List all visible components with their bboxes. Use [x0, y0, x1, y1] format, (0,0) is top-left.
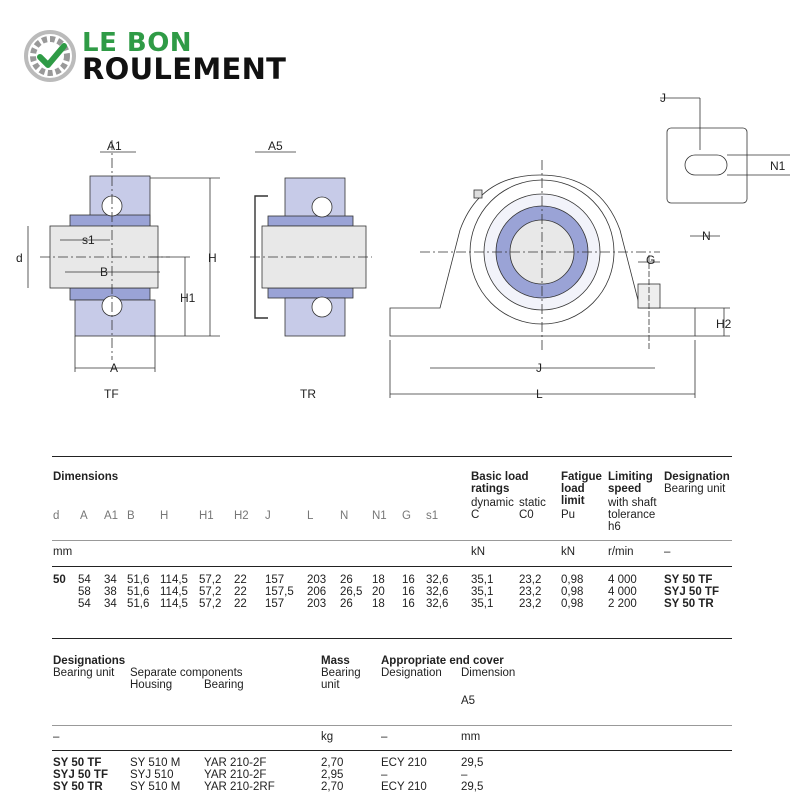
bearing-unit-label: Bearing unit	[53, 667, 115, 679]
cell-bearing: YAR 210-2RF	[204, 781, 275, 793]
cell-H1: 57,2	[199, 586, 222, 598]
cell-H: 114,5	[160, 574, 188, 586]
col-G: G	[402, 510, 411, 522]
designation-title: Designation	[664, 471, 730, 483]
cell-bearing: YAR 210-2F	[204, 769, 267, 781]
col-L: L	[307, 510, 314, 522]
cell-J: 157	[265, 598, 285, 610]
cell-H: 114,5	[160, 598, 188, 610]
cell-A1: 34	[104, 598, 117, 610]
label-L: L	[536, 387, 543, 401]
cell-Pu: 0,98	[561, 586, 584, 598]
designation-sub: Bearing unit	[664, 483, 726, 495]
cell-H2: 22	[234, 574, 247, 586]
cell-des: SY 50 TF	[664, 574, 713, 586]
cell-N1: 20	[372, 586, 385, 598]
cell-d: 50	[53, 574, 66, 586]
cell-cover: –	[381, 769, 388, 781]
col-J: J	[265, 510, 271, 522]
limiting-title: Limiting speed	[608, 471, 653, 495]
C0-label: C0	[519, 509, 534, 521]
cell-C: 35,1	[471, 574, 494, 586]
unit-dash-2: –	[381, 731, 388, 743]
label-N: N	[702, 229, 711, 243]
cell-H2: 22	[234, 586, 247, 598]
cell-unit: SY 50 TR	[53, 781, 103, 793]
label-TF: TF	[104, 387, 119, 401]
label-H: H	[208, 251, 217, 265]
cell-unit: SY 50 TF	[53, 757, 102, 769]
cell-B: 51,6	[127, 598, 150, 610]
label-A1: A1	[107, 139, 122, 153]
cell-B: 51,6	[127, 574, 150, 586]
label-A5: A5	[268, 139, 283, 153]
unit-kg: kg	[321, 731, 334, 743]
cell-L: 203	[307, 598, 327, 610]
cell-Pu: 0,98	[561, 574, 584, 586]
unit-dash-1: –	[53, 731, 60, 743]
cell-speed: 2 200	[608, 598, 637, 610]
col-N1: N1	[372, 510, 387, 522]
cell-N: 26	[340, 598, 353, 610]
cell-G: 16	[402, 598, 415, 610]
label-B: B	[100, 265, 109, 279]
separate-label: Separate components	[130, 667, 243, 679]
unit-dash: –	[664, 546, 671, 558]
cell-A: 54	[78, 598, 91, 610]
cell-L: 203	[307, 574, 327, 586]
label-H2: H2	[716, 317, 732, 331]
end-cover-title: Appropriate end cover	[381, 655, 504, 667]
col-H2: H2	[234, 510, 249, 522]
label-J: J	[536, 361, 542, 375]
label-d: d	[16, 251, 23, 265]
cell-A: 58	[78, 586, 91, 598]
mass-sub2: unit	[321, 679, 340, 691]
cell-G: 16	[402, 574, 415, 586]
unit-kN-1: kN	[471, 546, 486, 558]
label-N1: N1	[770, 159, 786, 173]
cell-mass: 2,70	[321, 781, 344, 793]
C-label: C	[471, 509, 480, 521]
cell-unit: SYJ 50 TF	[53, 769, 108, 781]
cell-speed: 4 000	[608, 574, 637, 586]
cell-A1: 38	[104, 586, 117, 598]
col-A1: A1	[104, 510, 119, 522]
dimension-label: Dimension	[461, 667, 516, 679]
col-d: d	[53, 510, 60, 522]
label-H1: H1	[180, 291, 196, 305]
tr-ball-top	[312, 197, 332, 217]
cell-N1: 18	[372, 574, 385, 586]
col-N: N	[340, 510, 349, 522]
tr-flange-bottom	[268, 288, 353, 298]
cell-L: 206	[307, 586, 327, 598]
logo-line1: LE BON	[82, 28, 193, 58]
designation-label: Designation	[381, 667, 442, 679]
cell-housing: SYJ 510	[130, 769, 174, 781]
tr-flange	[268, 216, 353, 226]
cell-J: 157	[265, 574, 285, 586]
cell-G: 16	[402, 586, 415, 598]
cell-B: 51,6	[127, 586, 150, 598]
fatigue-title: Fatigue load limit	[561, 471, 602, 507]
cell-C0: 23,2	[519, 586, 542, 598]
cell-C0: 23,2	[519, 598, 542, 610]
cell-Pu: 0,98	[561, 598, 584, 610]
cell-C0: 23,2	[519, 574, 542, 586]
dynamic-label: dynamic	[471, 497, 514, 509]
cell-des: SY 50 TR	[664, 598, 714, 610]
col-s1: s1	[426, 510, 439, 522]
logo-line2: ROULEMENT	[82, 52, 287, 86]
cell-N: 26,5	[340, 586, 363, 598]
cell-cover: ECY 210	[381, 757, 427, 769]
col-H1: H1	[199, 510, 214, 522]
col-H: H	[160, 510, 169, 522]
A5-label: A5	[461, 695, 476, 707]
cell-s1: 32,6	[426, 586, 449, 598]
limiting-sub: with shaft tolerance h6	[608, 497, 657, 533]
designations-title: Designations	[53, 655, 126, 667]
cell-C: 35,1	[471, 586, 494, 598]
cell-N: 26	[340, 574, 353, 586]
static-label: static	[519, 497, 546, 509]
unit-kN-2: kN	[561, 546, 576, 558]
bearing-label: Bearing	[204, 679, 244, 691]
tr-ball-bottom	[312, 297, 332, 317]
unit-mm: mm	[53, 546, 73, 558]
col-A: A	[80, 510, 88, 522]
label-A: A	[110, 361, 119, 375]
cell-housing: SY 510 M	[130, 781, 181, 793]
cell-J: 157,5	[265, 586, 294, 598]
cell-H1: 57,2	[199, 598, 222, 610]
cell-dim: –	[461, 769, 468, 781]
cell-H1: 57,2	[199, 574, 222, 586]
cell-A: 54	[78, 574, 91, 586]
cell-N1: 18	[372, 598, 385, 610]
tf-housing-flange	[70, 215, 150, 227]
mass-sub1: Bearing	[321, 667, 361, 679]
cell-bearing: YAR 210-2F	[204, 757, 267, 769]
cell-s1: 32,6	[426, 598, 449, 610]
Pu-label: Pu	[561, 509, 576, 521]
unit-mm-2: mm	[461, 731, 481, 743]
label-J-top: J	[660, 91, 666, 105]
label-s1: s1	[82, 233, 95, 247]
unit-rmin: r/min	[608, 546, 634, 558]
cell-mass: 2,95	[321, 769, 344, 781]
cell-C: 35,1	[471, 598, 494, 610]
cell-speed: 4 000	[608, 586, 637, 598]
housing-label: Housing	[130, 679, 173, 691]
basic-load-title: Basic load ratings	[471, 471, 529, 495]
cell-cover: ECY 210	[381, 781, 427, 793]
cell-dim: 29,5	[461, 781, 484, 793]
dimensions-title: Dimensions	[53, 471, 119, 483]
cell-A1: 34	[104, 574, 117, 586]
col-B: B	[127, 510, 135, 522]
cell-H2: 22	[234, 598, 247, 610]
cell-dim: 29,5	[461, 757, 484, 769]
label-G: G	[646, 253, 656, 267]
mass-title: Mass	[321, 655, 350, 667]
cell-des: SYJ 50 TF	[664, 586, 719, 598]
cell-mass: 2,70	[321, 757, 344, 769]
label-TR: TR	[300, 387, 316, 401]
cell-s1: 32,6	[426, 574, 449, 586]
cell-H: 114,5	[160, 586, 188, 598]
cell-housing: SY 510 M	[130, 757, 181, 769]
